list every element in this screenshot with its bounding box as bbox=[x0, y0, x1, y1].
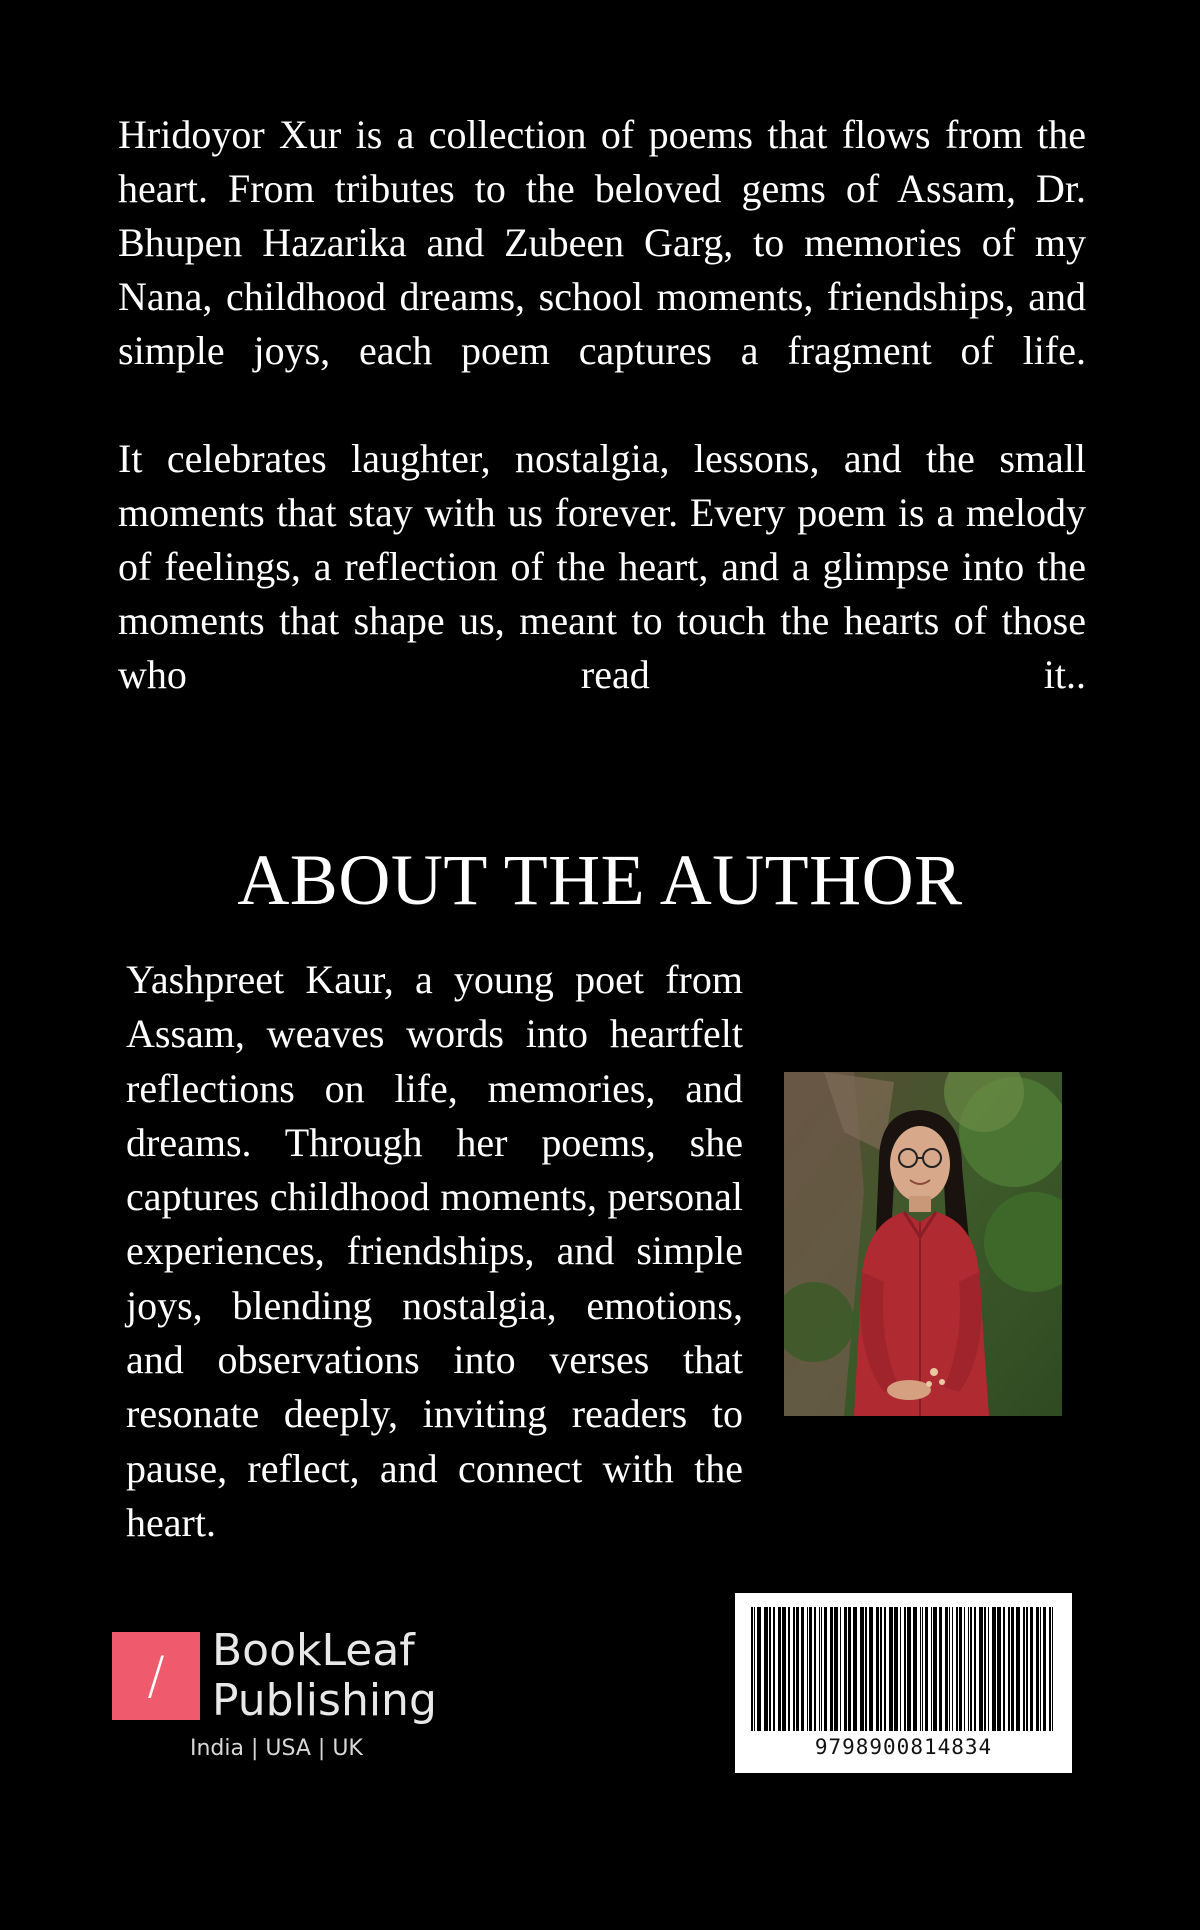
blurb-paragraph-1: Hridoyor Xur is a collection of poems that flows from the heart. From tributes to the beloved gems of Assam, Dr. Bhupen Hazarika and Zubeen Garg, to memories of my Nana, childhood dreams, school moments, friendships, and simple joys, each poem captures a fragment of life. bbox=[118, 112, 1086, 373]
barcode-bar bbox=[793, 1607, 795, 1731]
barcode-bar bbox=[860, 1607, 864, 1731]
barcode-bar bbox=[848, 1607, 851, 1731]
barcode-bar bbox=[952, 1607, 953, 1731]
barcode-bars bbox=[749, 1607, 1058, 1731]
barcode-bar bbox=[956, 1607, 958, 1731]
barcode-bar bbox=[782, 1607, 786, 1731]
barcode-bar bbox=[992, 1607, 996, 1731]
barcode-bar bbox=[945, 1607, 948, 1731]
barcode-bar bbox=[939, 1607, 942, 1731]
barcode-bar bbox=[894, 1607, 898, 1731]
publisher-logo bbox=[112, 1625, 452, 1772]
barcode-bar bbox=[1040, 1607, 1041, 1731]
barcode-bar bbox=[931, 1607, 932, 1731]
barcode-bar bbox=[773, 1607, 775, 1731]
barcode-bar bbox=[920, 1607, 921, 1731]
barcode-bar bbox=[884, 1607, 886, 1731]
about-author-heading: ABOUT THE AUTHOR bbox=[237, 840, 963, 920]
barcode-bar bbox=[1011, 1607, 1014, 1731]
barcode-bar bbox=[1036, 1607, 1039, 1731]
barcode-bar bbox=[900, 1607, 901, 1731]
barcode-bar bbox=[1016, 1607, 1020, 1731]
barcode-bar bbox=[807, 1607, 808, 1731]
barcode-bar bbox=[889, 1607, 893, 1731]
barcode-bar bbox=[988, 1607, 989, 1731]
barcode-bar bbox=[865, 1607, 867, 1731]
barcode-bar bbox=[1030, 1607, 1033, 1731]
barcode-bar bbox=[769, 1607, 771, 1731]
barcode-bar bbox=[907, 1607, 911, 1731]
publisher-name bbox=[212, 1626, 437, 1726]
barcode-bar bbox=[801, 1607, 804, 1731]
barcode-bar bbox=[949, 1607, 950, 1731]
barcode-bar bbox=[959, 1607, 962, 1731]
barcode-bar bbox=[922, 1607, 923, 1731]
publisher-logo-mark: / bbox=[112, 1632, 200, 1720]
barcode-bar bbox=[904, 1607, 906, 1731]
barcode-bar bbox=[970, 1607, 972, 1731]
publisher-name-line-2: Publishing bbox=[212, 1675, 437, 1726]
blurb-paragraph-2: It celebrates laughter, nostalgia, lessons, and the small moments that stay with us forever. Every poem is a melody of feelings, a reflection of the heart, and a glimpse into the moments that shape us, meant to touch the hearts of those who read it.. bbox=[118, 436, 1086, 697]
barcode-bar bbox=[754, 1607, 755, 1731]
barcode-bar bbox=[1008, 1607, 1010, 1731]
barcode-bar bbox=[824, 1607, 827, 1731]
barcode-bar bbox=[796, 1607, 799, 1731]
barcode-bar bbox=[751, 1607, 753, 1731]
barcode-bar bbox=[1049, 1607, 1051, 1731]
barcode-bar bbox=[979, 1607, 983, 1731]
isbn-number: 9798900814834 bbox=[814, 1735, 993, 1759]
barcode-bar bbox=[1052, 1607, 1053, 1731]
barcode-bar bbox=[913, 1607, 917, 1731]
barcode-bar bbox=[964, 1607, 965, 1731]
barcode-bar bbox=[974, 1607, 976, 1731]
barcode-bar bbox=[925, 1607, 928, 1731]
book-blurb bbox=[118, 108, 1086, 756]
barcode-bar bbox=[880, 1607, 882, 1731]
barcode-bar bbox=[788, 1607, 790, 1731]
barcode-bar bbox=[821, 1607, 822, 1731]
author-photo bbox=[784, 1072, 1062, 1416]
barcode-bar bbox=[840, 1607, 841, 1731]
barcode-bar bbox=[814, 1607, 816, 1731]
barcode-bar bbox=[819, 1607, 820, 1731]
barcode-bar bbox=[830, 1607, 833, 1731]
barcode-bar bbox=[853, 1607, 857, 1731]
barcode-bar bbox=[933, 1607, 937, 1731]
barcode-bar bbox=[1003, 1607, 1005, 1731]
barcode-bar bbox=[984, 1607, 986, 1731]
barcode-bar bbox=[809, 1607, 812, 1731]
barcode-bar bbox=[876, 1607, 879, 1731]
barcode-bar bbox=[1026, 1607, 1028, 1731]
barcode-bar bbox=[834, 1607, 838, 1731]
publisher-regions: India | USA | UK bbox=[190, 1736, 363, 1761]
isbn-barcode bbox=[735, 1593, 1072, 1773]
barcode-bar bbox=[968, 1607, 969, 1731]
publisher-name-line-1: BookLeaf bbox=[212, 1625, 415, 1676]
author-bio: Yashpreet Kaur, a young poet from Assam, weaves words into heartfelt reflections on life, memories, and dreams. Through her poems, she captures childhood moments, personal experiences, friendships, and simple joys, blending nostalgia, emotions, and observations into verses that resonate deeply, inviting readers to pause, reflect, and connect with the heart. bbox=[126, 957, 743, 1545]
barcode-bar bbox=[778, 1607, 781, 1731]
barcode-bar bbox=[764, 1607, 768, 1731]
barcode-bar bbox=[757, 1607, 761, 1731]
barcode-bar bbox=[869, 1607, 873, 1731]
barcode-bar bbox=[1043, 1607, 1046, 1731]
barcode-bar bbox=[997, 1607, 1001, 1731]
barcode-bar bbox=[844, 1607, 847, 1731]
barcode-bar bbox=[1023, 1607, 1025, 1731]
